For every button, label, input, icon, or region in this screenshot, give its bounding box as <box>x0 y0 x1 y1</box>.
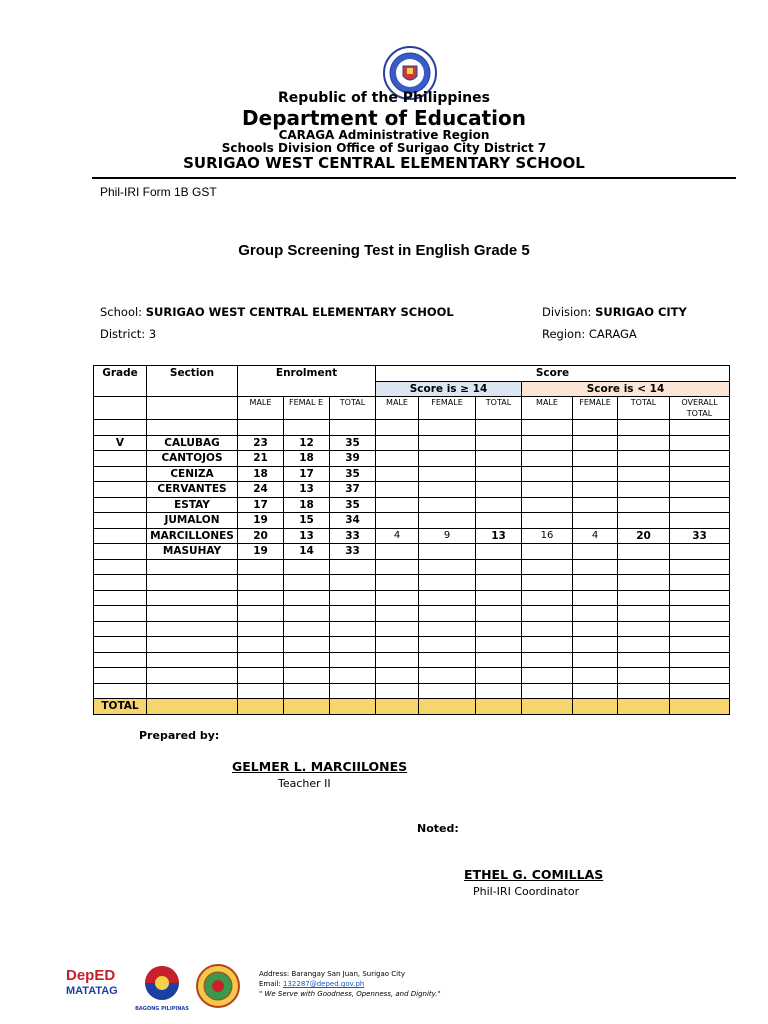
table-header-row <box>94 366 730 382</box>
region-info <box>542 327 637 341</box>
lt-total-cell <box>618 513 670 529</box>
blank-row <box>94 637 730 653</box>
lt-male-cell: 16 <box>522 528 573 544</box>
table-subheader-row <box>94 397 730 420</box>
enrol-male-header: MALE <box>238 397 284 420</box>
school-value: SURIGAO WEST CENTRAL ELEMENTARY SCHOOL <box>145 305 454 319</box>
overall-cell <box>670 451 730 467</box>
screening-table <box>93 365 730 715</box>
header-divider <box>92 177 736 179</box>
grade-cell <box>94 544 147 560</box>
ge-total-cell <box>476 435 522 451</box>
overall-cell <box>670 497 730 513</box>
total-label: TOTAL <box>94 699 147 715</box>
ge-male-cell: 4 <box>376 528 419 544</box>
enrol-female-cell: 12 <box>284 435 330 451</box>
grade-cell <box>94 466 147 482</box>
noted-label: Noted: <box>417 822 459 835</box>
table-row <box>94 435 730 451</box>
teacher-title: Teacher II <box>278 777 331 790</box>
lt-male-cell <box>522 513 573 529</box>
section-cell: CANTOJOS <box>147 451 238 467</box>
matatag-logo-text: MATATAG <box>66 985 118 997</box>
enrol-female-cell: 18 <box>284 497 330 513</box>
lt-total-cell <box>618 435 670 451</box>
district-value: 3 <box>148 327 157 341</box>
score-ge-header: Score is ≥ 14 <box>376 381 522 397</box>
school-heading: SURIGAO WEST CENTRAL ELEMENTARY SCHOOL <box>183 154 585 172</box>
enrol-total-cell: 33 <box>330 544 376 560</box>
division-info <box>542 305 687 319</box>
enrol-female-cell: 18 <box>284 451 330 467</box>
ge-total-cell <box>476 482 522 498</box>
enrol-total-cell: 35 <box>330 497 376 513</box>
lt-total-cell <box>618 497 670 513</box>
ge-female-cell <box>419 513 476 529</box>
form-reference: Phil-IRI Form 1B GST <box>100 185 217 199</box>
enrol-female-cell: 13 <box>284 528 330 544</box>
region-value: CARAGA <box>588 327 637 341</box>
lt-male-cell <box>522 482 573 498</box>
division-value: SURIGAO CITY <box>595 305 687 319</box>
republic-heading: Republic of the Philippines <box>278 90 490 106</box>
lt-total-cell <box>618 466 670 482</box>
enrol-male-cell: 19 <box>238 513 284 529</box>
deped-logo-text: DepED <box>66 967 116 984</box>
prepared-by-label: Prepared by: <box>139 729 220 742</box>
section-cell: MASUHAY <box>147 544 238 560</box>
lt-female-header: FEMALE <box>573 397 618 420</box>
enrol-total-cell: 39 <box>330 451 376 467</box>
enrol-male-cell: 24 <box>238 482 284 498</box>
ge-total-cell <box>476 466 522 482</box>
grade-cell <box>94 451 147 467</box>
ge-total-cell <box>476 451 522 467</box>
ge-total-cell <box>476 497 522 513</box>
teacher-name: GELMER L. MARCIILONES <box>232 759 408 774</box>
footer-email-link[interactable]: 132287@deped.gov.ph <box>283 980 365 988</box>
grade-sub-cell <box>94 397 147 420</box>
lt-male-cell <box>522 497 573 513</box>
lt-female-cell <box>573 435 618 451</box>
overall-cell: 33 <box>670 528 730 544</box>
enrol-total-cell: 37 <box>330 482 376 498</box>
overall-cell <box>670 544 730 560</box>
ge-male-cell <box>376 482 419 498</box>
footer-motto: " We Serve with Goodness, Openness, and Dignity." <box>259 990 441 998</box>
blank-row <box>94 606 730 622</box>
lt-male-cell <box>522 466 573 482</box>
grade-cell: V <box>94 435 147 451</box>
bagong-pilipinas-text: BAGONG PILIPINAS <box>135 1006 189 1012</box>
section-cell: CALUBAG <box>147 435 238 451</box>
section-cell: ESTAY <box>147 497 238 513</box>
grade-cell <box>94 482 147 498</box>
enrol-female-header: FEMAL E <box>284 397 330 420</box>
score-lt-header: Score is < 14 <box>522 381 730 397</box>
lt-total-cell <box>618 544 670 560</box>
section-cell: CENIZA <box>147 466 238 482</box>
enrol-female-cell: 17 <box>284 466 330 482</box>
section-cell: MARCILLONES <box>147 528 238 544</box>
enrol-total-cell: 34 <box>330 513 376 529</box>
school-seal-logo <box>194 964 242 1008</box>
ge-male-cell <box>376 497 419 513</box>
ge-total-cell <box>476 544 522 560</box>
ge-male-cell <box>376 451 419 467</box>
section-sub-cell <box>147 397 238 420</box>
ge-female-header: FEMALE <box>419 397 476 420</box>
enrol-total-header: TOTAL <box>330 397 376 420</box>
lt-male-cell <box>522 544 573 560</box>
footer-address: Address: Barangay San Juan, Surigao City <box>259 970 405 978</box>
ge-male-cell <box>376 435 419 451</box>
lt-total-cell <box>618 451 670 467</box>
ge-male-cell <box>376 513 419 529</box>
lt-female-cell <box>573 544 618 560</box>
ge-total-cell <box>476 513 522 529</box>
table-spacer-row <box>94 420 730 436</box>
coordinator-name: ETHEL G. COMILLAS <box>464 867 604 882</box>
lt-male-header: MALE <box>522 397 573 420</box>
ge-female-cell <box>419 482 476 498</box>
table-row <box>94 497 730 513</box>
table-row <box>94 466 730 482</box>
overall-cell <box>670 466 730 482</box>
enrol-total-cell: 33 <box>330 528 376 544</box>
grade-cell <box>94 528 147 544</box>
coordinator-title: Phil-IRI Coordinator <box>473 885 580 898</box>
lt-total-cell <box>618 482 670 498</box>
lt-female-cell <box>573 513 618 529</box>
district-info <box>100 327 156 341</box>
overall-cell <box>670 513 730 529</box>
lt-female-cell <box>573 482 618 498</box>
section-header: Section <box>147 366 238 397</box>
overall-cell <box>670 435 730 451</box>
ge-male-cell <box>376 466 419 482</box>
blank-row <box>94 590 730 606</box>
enrol-male-cell: 17 <box>238 497 284 513</box>
lt-male-cell <box>522 451 573 467</box>
score-header: Score <box>376 366 730 382</box>
blank-row <box>94 652 730 668</box>
enrol-male-cell: 23 <box>238 435 284 451</box>
overall-cell <box>670 482 730 498</box>
ge-female-cell: 9 <box>419 528 476 544</box>
enrol-male-cell: 19 <box>238 544 284 560</box>
table-blank-rows <box>94 559 730 699</box>
enrol-male-cell: 18 <box>238 466 284 482</box>
blank-row <box>94 559 730 575</box>
ge-total-cell: 13 <box>476 528 522 544</box>
ge-female-cell <box>419 466 476 482</box>
enrolment-header: Enrolment <box>238 366 376 397</box>
lt-total-cell: 20 <box>618 528 670 544</box>
table-row <box>94 513 730 529</box>
table-row <box>94 528 730 544</box>
section-cell: CERVANTES <box>147 482 238 498</box>
grade-cell <box>94 497 147 513</box>
bagong-pilipinas-logo <box>134 964 190 1012</box>
deped-matatag-logo <box>66 968 126 1004</box>
table-row <box>94 482 730 498</box>
footer-email-label: Email: <box>259 980 281 988</box>
lt-female-cell: 4 <box>573 528 618 544</box>
enrol-female-cell: 14 <box>284 544 330 560</box>
division-label: Division: <box>542 305 592 319</box>
lt-total-header: TOTAL <box>618 397 670 420</box>
blank-row <box>94 621 730 637</box>
table-total-row <box>94 699 730 715</box>
grade-cell <box>94 513 147 529</box>
ge-male-cell <box>376 544 419 560</box>
ge-female-cell <box>419 497 476 513</box>
grade-header: Grade <box>94 366 147 397</box>
blank-row <box>94 668 730 684</box>
school-label: School: <box>100 305 143 319</box>
page-title: Group Screening Test in English Grade 5 <box>238 242 530 259</box>
region-heading: CARAGA Administrative Region <box>278 128 490 142</box>
section-cell: JUMALON <box>147 513 238 529</box>
ge-female-cell <box>419 451 476 467</box>
ge-female-cell <box>419 435 476 451</box>
ge-total-header: TOTAL <box>476 397 522 420</box>
enrol-total-cell: 35 <box>330 435 376 451</box>
lt-female-cell <box>573 451 618 467</box>
ge-female-cell <box>419 544 476 560</box>
blank-row <box>94 683 730 699</box>
footer-email-line <box>259 979 364 989</box>
table-row <box>94 451 730 467</box>
department-heading: Department of Education <box>242 106 526 130</box>
table-body <box>94 435 730 559</box>
lt-female-cell <box>573 466 618 482</box>
enrol-male-cell: 20 <box>238 528 284 544</box>
region-label: Region: <box>542 327 586 341</box>
blank-row <box>94 575 730 591</box>
bagong-pilipinas-emblem-icon <box>134 964 190 1002</box>
school-info <box>100 305 454 319</box>
enrol-female-cell: 15 <box>284 513 330 529</box>
overall-total-header: OVERALL TOTAL <box>670 397 730 420</box>
lt-female-cell <box>573 497 618 513</box>
table-row <box>94 544 730 560</box>
enrol-female-cell: 13 <box>284 482 330 498</box>
ge-male-header: MALE <box>376 397 419 420</box>
enrol-male-cell: 21 <box>238 451 284 467</box>
district-label: District: <box>100 327 146 341</box>
enrol-total-cell: 35 <box>330 466 376 482</box>
division-office-heading: Schools Division Office of Surigao City District 7 <box>221 141 547 155</box>
lt-male-cell <box>522 435 573 451</box>
